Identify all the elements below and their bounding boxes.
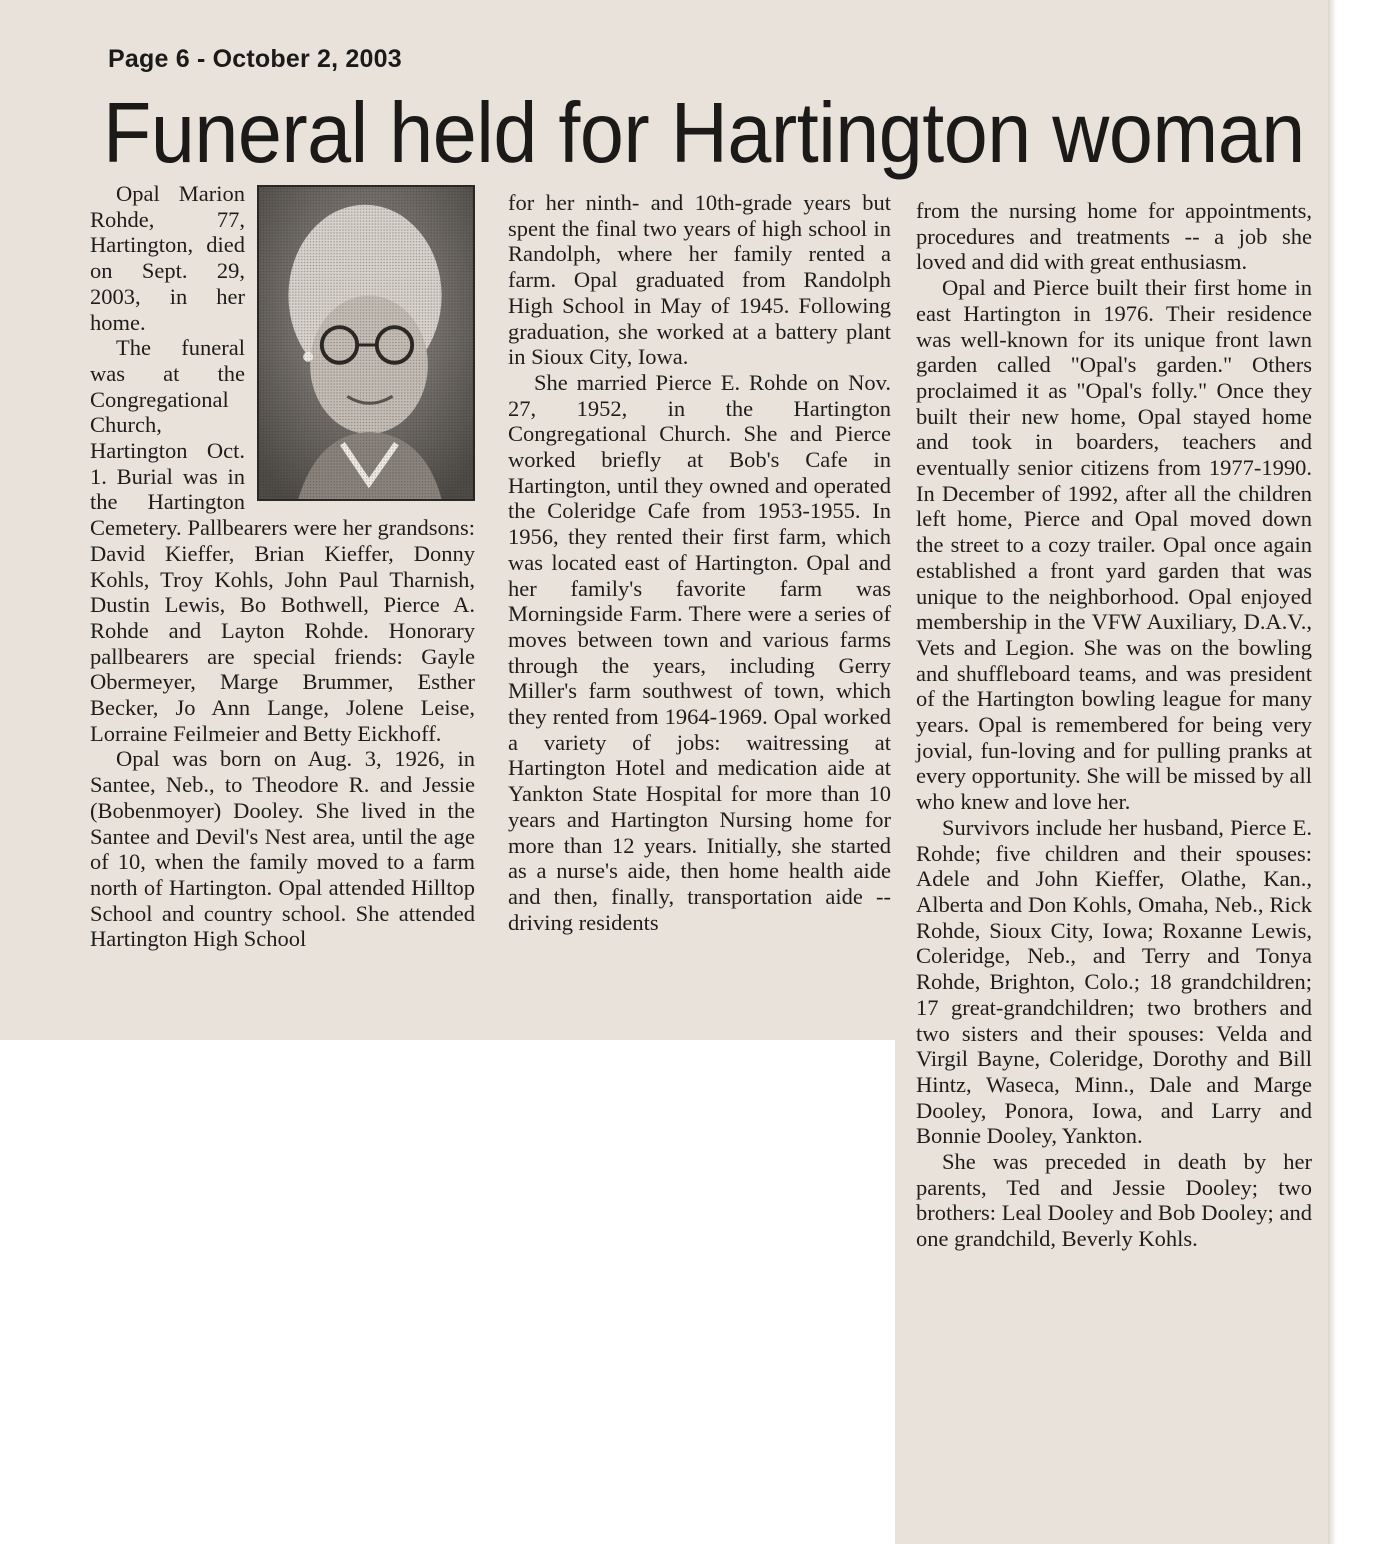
paragraph-schooling: for her ninth- and 10th-grade years but spent the final two years of high school in Randolph, where her family rented a farm. Opal graduated from Randolph High School in May of 1945. Following graduation, she worked at a battery plant in Sioux City, Iowa. [508, 190, 891, 370]
paragraph-funeral: The funeral was at the Congregational Church, Hartington Oct. 1. Burial was in the Hartington Cemetery. Pallbearers were her grandsons: David Kieffer, Brian Kieffer, Donny Kohls, Troy Kohls, John Paul Tharnish, Dustin Lewis, Bo Bothwell, Pierce A. Rohde and Layton Rohde. Honorary pallbearers are special friends: Gayle Obermeyer, Marge Brummer, Esther Becker, Jo Ann Lange, Jolene Leise, Lorraine Feilmeier and Betty Eickhoff. [90, 335, 475, 746]
clipping-edge [1328, 0, 1336, 1544]
headline: Funeral held for Hartington woman [103, 86, 1305, 181]
portrait-photo [257, 185, 475, 501]
article-column-3 [916, 198, 1312, 1252]
page-date-line: Page 6 - October 2, 2003 [108, 45, 402, 73]
article-column-1 [90, 181, 475, 952]
portrait-image [259, 187, 473, 499]
paragraph-preceded: She was preceded in death by her parents, Ted and Jessie Dooley; two brothers: Leal Dooley and Bob Dooley; and one grandchild, Beverly Kohls. [916, 1149, 1312, 1252]
paragraph-marriage-work: She married Pierce E. Rohde on Nov. 27, 1952, in the Hartington Congregational Church. She and Pierce worked briefly at Bob's Cafe in Hartington, until they owned and operated the Coleridge Cafe from 1953-1955. In 1956, they rented their first farm, which was located east of Hartington. Opal and her family's favorite farm was Morningside Farm. There were a series of moves between town and various farms through the years, including Gerry Miller's farm southwest of town, which they rented from 1964-1969. Opal worked a variety of jobs: waitressing at Hartington Hotel and medication aide at Yankton State Hospital for more than 10 years and Hartington Nursing home for more than 12 years. Initially, she started as a nurse's aide, then home health aide and then, finally, transportation aide -- driving residents [508, 369, 891, 935]
paragraph-survivors: Survivors include her husband, Pierce E. Rohde; five children and their spouses: Adele and John Kieffer, Olathe, Kan., Alberta and Don Kohls, Omaha, Neb., Rick Rohde, Sioux City, Iowa; Roxanne Lewis, Coleridge, Neb., and Terry and Tonya Rohde, Brighton, Colo.; 18 grandchildren; 17 great-grandchildren; two brothers and two sisters and their spouses: Velda and Virgil Bayne, Coleridge, Dorothy and Bill Hintz, Waseca, Minn., Dale and Marge Dooley, Ponora, Iowa, and Larry and Bonnie Dooley, Yankton. [916, 814, 1312, 1149]
paragraph-death-notice: Opal Marion Rohde, 77, Hartington, died on Sept. 29, 2003, in her home. [90, 181, 245, 335]
paragraph-transport-aide: from the nursing home for appointments, procedures and treatments -- a job she loved and did with great enthusiasm. [916, 198, 1312, 275]
paragraph-home-life: Opal and Pierce built their first home in east Hartington in 1976. Their residence was well-known for its unique front lawn garden called "Opal's garden." Others proclaimed it as "Opal's folly." Once they built their new home, Opal stayed home and took in boarders, teachers and eventually senior citizens from 1977-1990. In December of 1992, after all the children left home, Pierce and Opal moved down the street to a cozy trailer. Opal once again established a front yard garden that was unique to the neighborhood. Opal enjoyed membership in the VFW Auxiliary, D.A.V., Vets and Legion. She was on the bowling and shuffleboard teams, and was president of the Hartington bowling league for many years. Opal is remembered for being very jovial, fun-loving and for pulling pranks at every opportunity. She will be missed by all who knew and love her. [916, 275, 1312, 815]
article-column-2 [508, 190, 891, 935]
paragraph-birth: Opal was born on Aug. 3, 1926, in Santee, Neb., to Theodore R. and Jessie (Bobenmoyer) Dooley. She lived in the Santee and Devil's Nest area, until the age of 10, when the family moved to a farm north of Hartington. Opal attended Hilltop School and country school. She attended Hartington High School [90, 746, 475, 952]
